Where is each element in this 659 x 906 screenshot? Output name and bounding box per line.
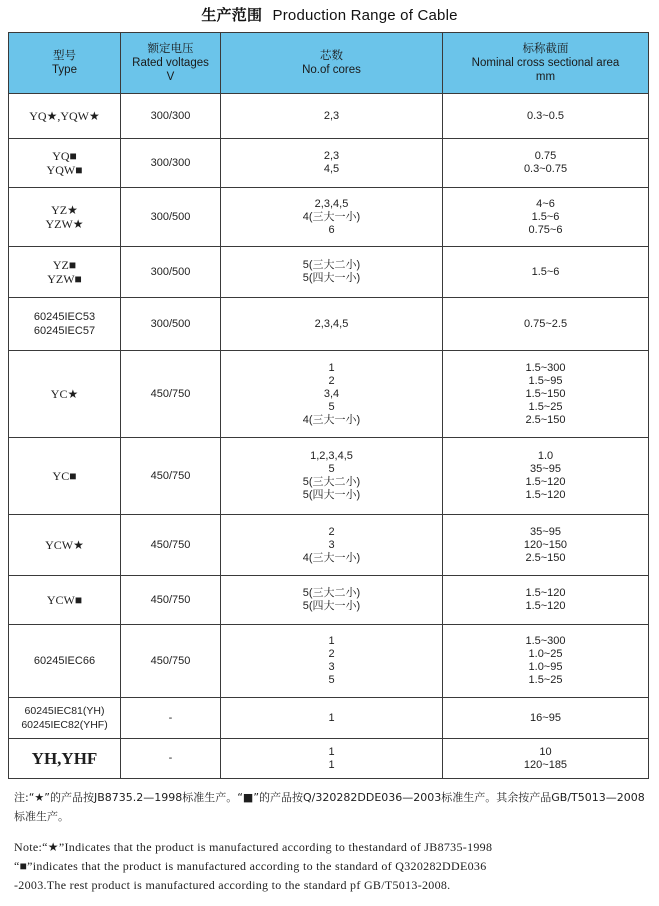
cores-cell: 2,3,4,5 4(三大一小) 6 (221, 188, 443, 247)
area-cell: 1.0 35~95 1.5~120 1.5~120 (443, 438, 649, 515)
header-cores (221, 33, 443, 94)
note-english-line3: -2003.The rest product is manufactured according to the standard pf GB/T5013-2008. (14, 878, 451, 892)
area-cell: 1.5~120 1.5~120 (443, 576, 649, 625)
header-voltage-zh: 额定电压 (147, 43, 194, 55)
area-cell: 0.75~2.5 (443, 298, 649, 351)
table-header-row (9, 33, 649, 94)
table-row (9, 351, 649, 438)
header-type-en: Type (52, 64, 77, 76)
table-row (9, 739, 649, 779)
cores-cell: 1 2 3 5 (221, 625, 443, 698)
note-english-line2: “■”indicates that the product is manufactured according to the standard of Q320282DDE036 (14, 859, 487, 873)
area-cell: 1.5~300 1.5~95 1.5~150 1.5~25 2.5~150 (443, 351, 649, 438)
voltage-cell: 450/750 (121, 438, 221, 515)
voltage-cell: 300/500 (121, 247, 221, 298)
note-english-line1: Note:“★”Indicates that the product is manufactured according to thestandard of JB8735-1998 (14, 840, 493, 854)
table-row (9, 515, 649, 576)
header-voltage-unit: V (166, 71, 175, 83)
voltage-cell: 450/750 (121, 576, 221, 625)
area-cell: 35~95 120~150 2.5~150 (443, 515, 649, 576)
area-cell: 0.3~0.5 (443, 94, 649, 139)
type-cell: YC★ (9, 351, 121, 438)
table-row (9, 438, 649, 515)
table-row (9, 247, 649, 298)
cores-cell: 2,3,4,5 (221, 298, 443, 351)
header-voltage (121, 33, 221, 94)
type-cell: YCW★ (9, 515, 121, 576)
table-row (9, 625, 649, 698)
note-chinese: 注:“★”的产品按JB8735.2—1998标准生产。“■”的产品按Q/320282DDE036—2003标准生产。其余按产品GB/T5013—2008标准生产。 (14, 791, 645, 823)
header-area (443, 33, 649, 94)
type-cell: 60245IEC81(YH) 60245IEC82(YHF) (9, 698, 121, 739)
area-cell: 0.75 0.3~0.75 (443, 139, 649, 188)
header-cores-en: No.of cores (302, 64, 361, 76)
notes-section (14, 788, 650, 895)
header-area-zh: 标称截面 (522, 43, 569, 55)
title-english: Production Range of Cable (272, 7, 458, 24)
area-cell: 16~95 (443, 698, 649, 739)
production-range-table (8, 32, 649, 779)
cores-cell: 1,2,3,4,5 5 5(三大二小) 5(四大一小) (221, 438, 443, 515)
voltage-cell: 450/750 (121, 625, 221, 698)
voltage-cell: 300/500 (121, 298, 221, 351)
type-cell: YZ★ YZW★ (9, 188, 121, 247)
header-type-zh: 型号 (53, 50, 76, 62)
area-cell: 1.5~6 (443, 247, 649, 298)
title-chinese: 生产范围 (201, 6, 263, 24)
table-row (9, 188, 649, 247)
voltage-cell: 300/500 (121, 188, 221, 247)
voltage-cell: - (121, 698, 221, 739)
cores-cell: 2,3 (221, 94, 443, 139)
type-cell: YH,YHF (9, 739, 121, 779)
type-cell: YQ★,YQW★ (9, 94, 121, 139)
area-cell: 1.5~300 1.0~25 1.0~95 1.5~25 (443, 625, 649, 698)
table-row (9, 139, 649, 188)
type-cell: 60245IEC66 (9, 625, 121, 698)
header-type (9, 33, 121, 94)
voltage-cell: - (121, 739, 221, 779)
type-cell: YCW■ (9, 576, 121, 625)
table-row (9, 298, 649, 351)
voltage-cell: 300/300 (121, 94, 221, 139)
voltage-cell: 450/750 (121, 351, 221, 438)
area-cell: 4~6 1.5~6 0.75~6 (443, 188, 649, 247)
header-cores-zh: 芯数 (320, 50, 343, 62)
area-cell: 10 120~185 (443, 739, 649, 779)
table-row (9, 576, 649, 625)
header-voltage-en: Rated voltages (132, 57, 209, 69)
cores-cell: 1 (221, 698, 443, 739)
type-cell: YZ■ YZW■ (9, 247, 121, 298)
page-title (0, 4, 659, 25)
cores-cell: 1 2 3,4 5 4(三大一小) (221, 351, 443, 438)
voltage-cell: 300/300 (121, 139, 221, 188)
header-area-unit: mm (535, 71, 556, 83)
cores-cell: 2,3 4,5 (221, 139, 443, 188)
type-cell: YQ■ YQW■ (9, 139, 121, 188)
table-row (9, 94, 649, 139)
cores-cell: 5(三大二小) 5(四大一小) (221, 247, 443, 298)
type-cell: 60245IEC53 60245IEC57 (9, 298, 121, 351)
cores-cell: 1 1 (221, 739, 443, 779)
header-area-en: Nominal cross sectional area (471, 57, 620, 69)
voltage-cell: 450/750 (121, 515, 221, 576)
cores-cell: 5(三大二小) 5(四大一小) (221, 576, 443, 625)
table-row (9, 698, 649, 739)
cores-cell: 2 3 4(三大一小) (221, 515, 443, 576)
type-cell: YC■ (9, 438, 121, 515)
